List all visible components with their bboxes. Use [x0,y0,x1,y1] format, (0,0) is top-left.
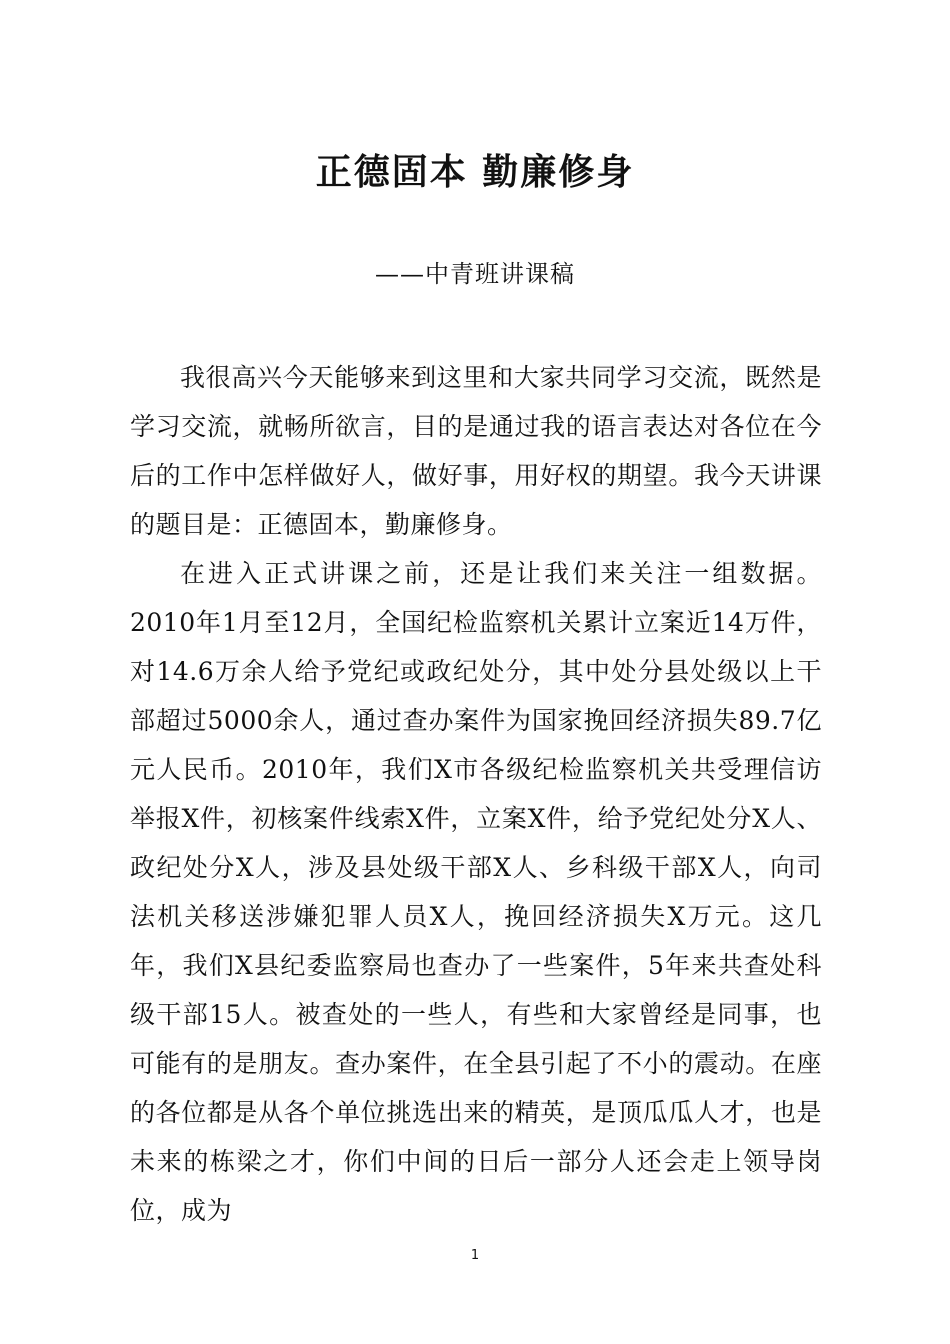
document-subtitle: ——中青班讲课稿 [375,260,575,288]
paragraph-intro: 我很高兴今天能够来到这里和大家共同学习交流，既然是学习交流，就畅所欲言，目的是通过我的语言表达对各位在今后的工作中怎样做好人，做好事，用好权的期望。我今天讲课的题目是：正德固本，勤廉修身。 [130,363,822,539]
page-number: 1 [470,1248,480,1263]
paragraph-data: 在进入正式讲课之前，还是让我们来关注一组数据。2010年1月至12月，全国纪检监察机关累计立案近14万件，对14.6万余人给予党纪或政纪处分，其中处分县处级以上干部超过5000余人，通过查办案件为国家挽回经济损失89.7亿元人民币。2010年，我们X市各级纪检监察机关共受理信访举报X件，初核案件线索X件，立案X件，给予党纪处分X人、政纪处分X人，涉及县处级干部X人、乡科级干部X人，向司法机关移送涉嫌犯罪人员X人，挽回经济损失X万元。这几年，我们X县纪委监察局也查办了一些案件，5年来共查处科级干部15人。被查处的一些人，有些和大家曾经是同事，也可能有的是朋友。查办案件，在全县引起了不小的震动。在座的各位都是从各个单位挑选出来的精英，是顶瓜瓜人才，也是未来的栋梁之才，你们中间的日后一部分人还会走上领导岗位，成为 [130,559,822,1225]
document-body [130,353,822,1235]
document-title: 正德固本 勤廉修身 [315,151,635,193]
